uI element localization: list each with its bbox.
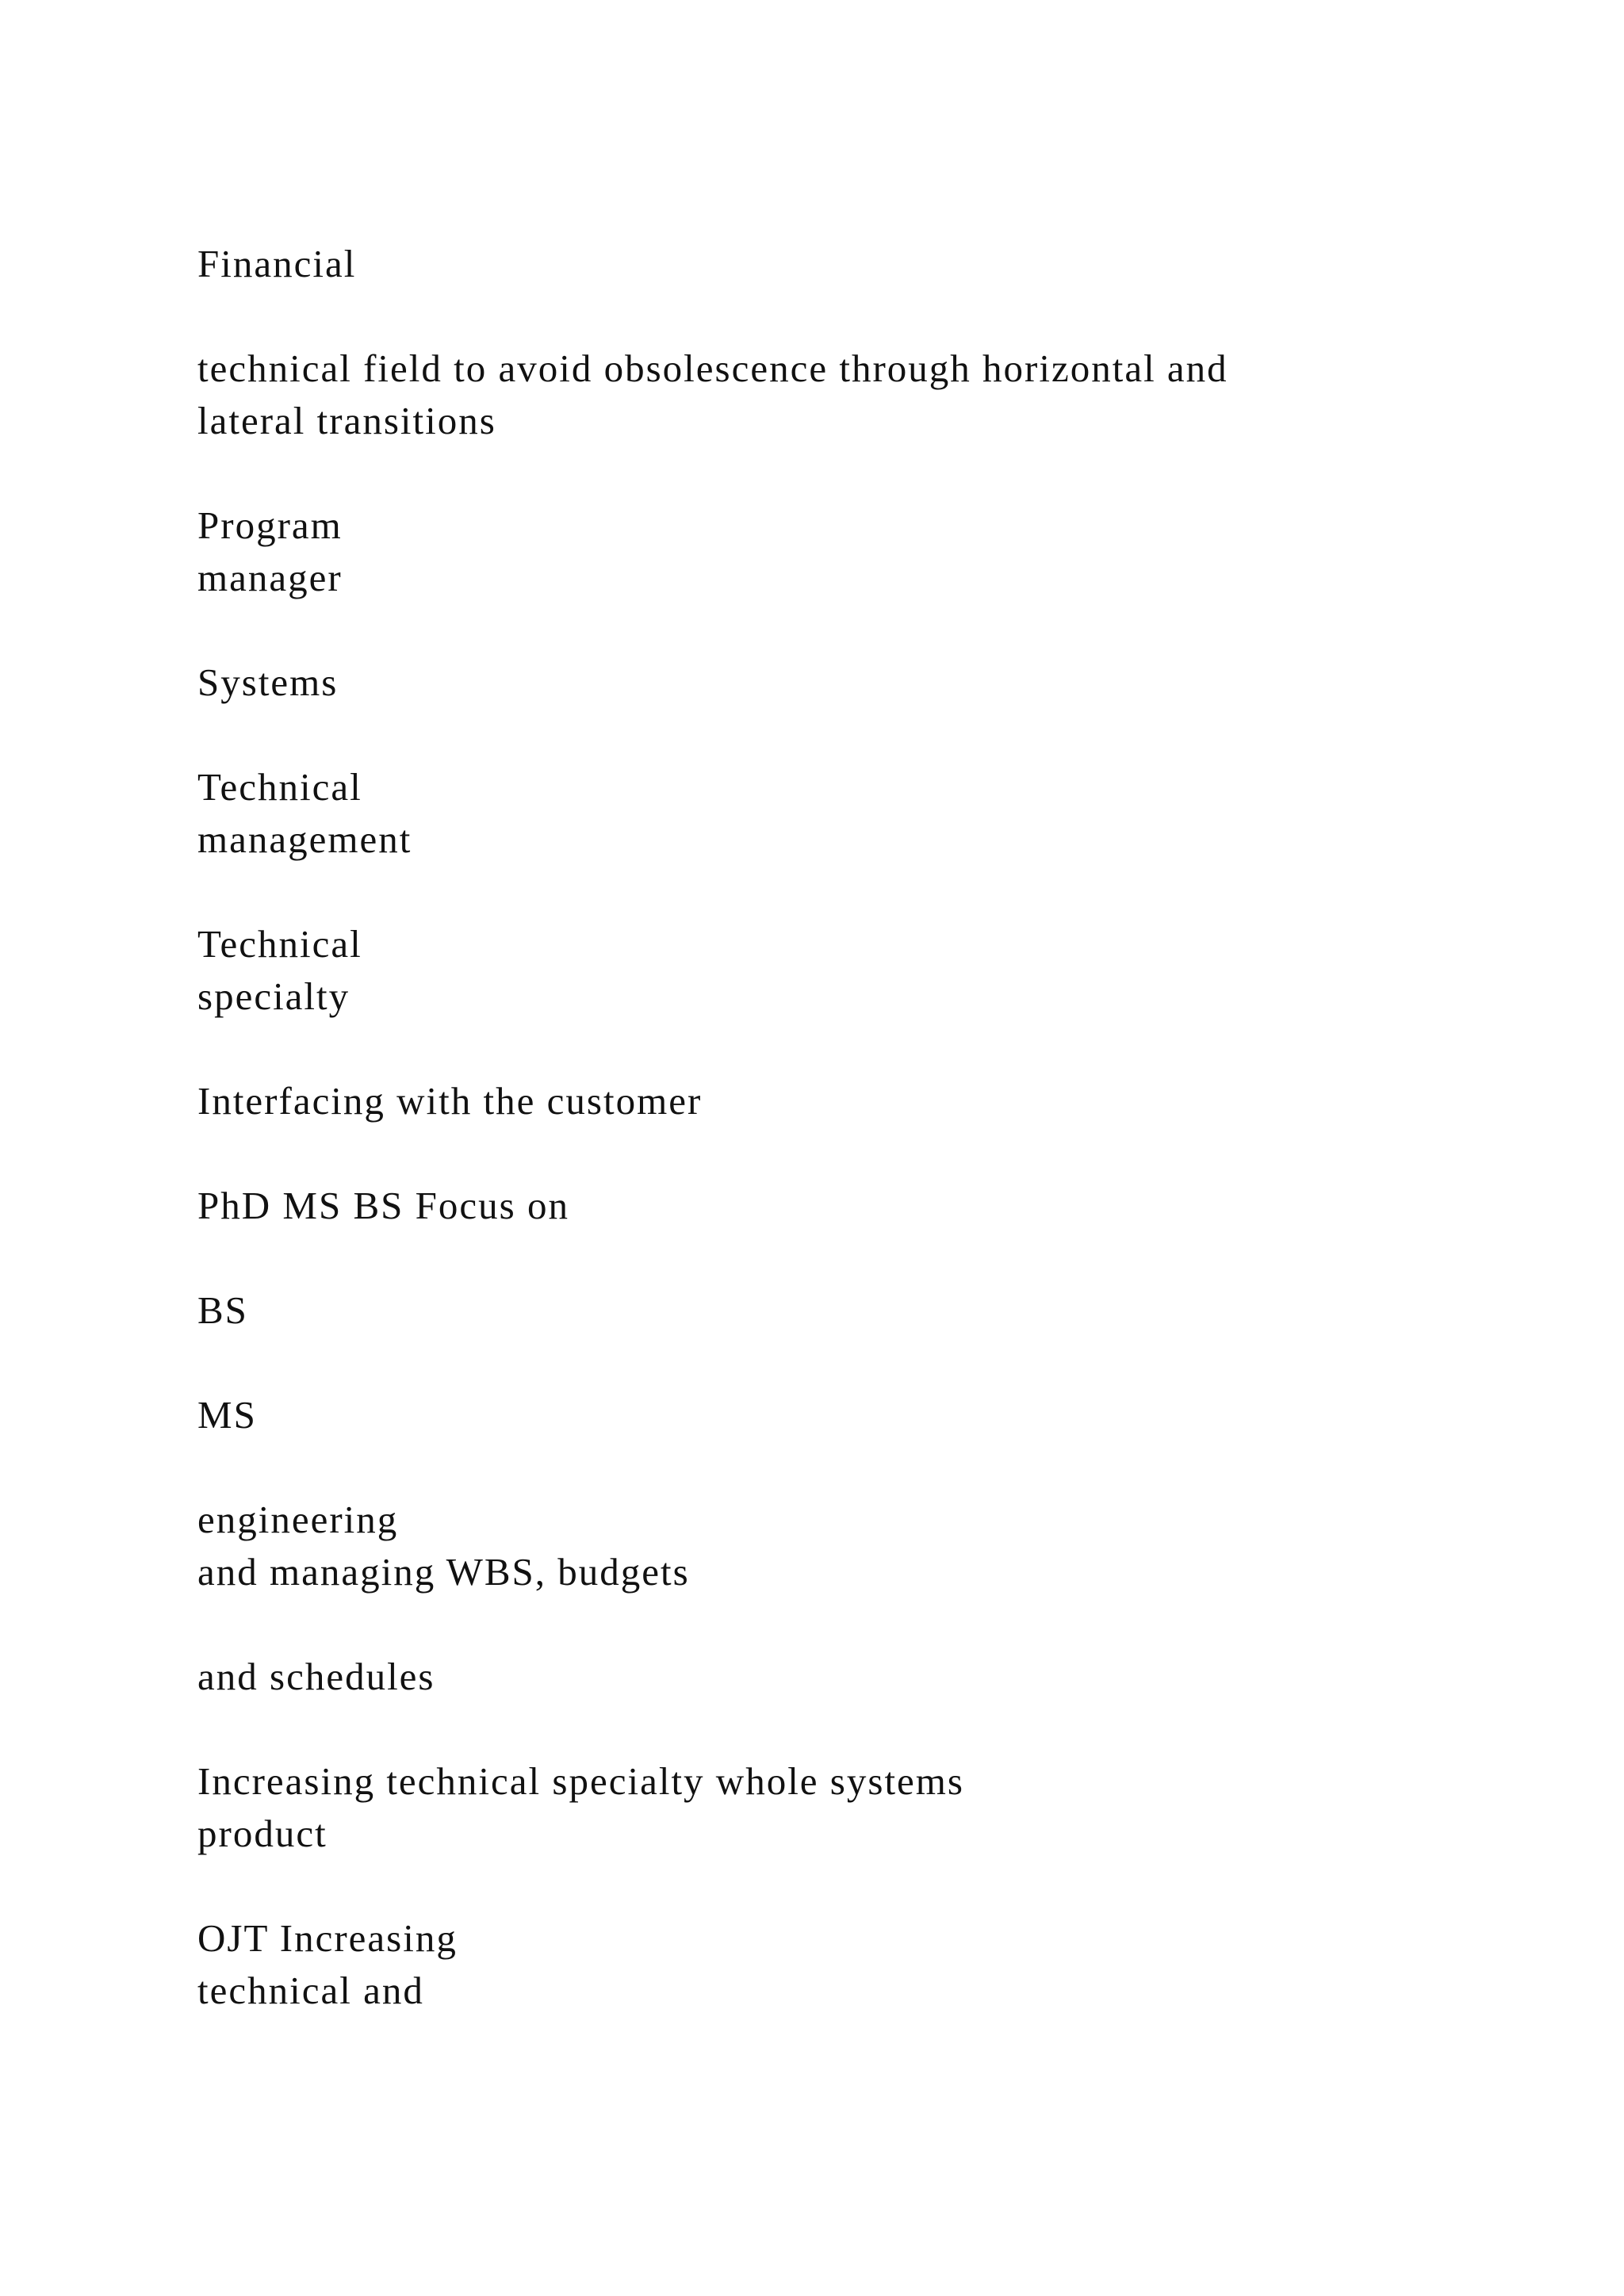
paragraph	[197, 761, 1506, 866]
paragraph	[197, 499, 1506, 604]
document-body	[197, 238, 1506, 2069]
paragraph	[197, 918, 1506, 1023]
text-line: PhD MS BS Focus on	[197, 1184, 569, 1227]
text-line: Financial	[197, 242, 357, 285]
text-line: Systems	[197, 660, 339, 704]
text-line: and managing WBS, budgets	[197, 1550, 690, 1594]
paragraph	[197, 1494, 1506, 1598]
text-line: BS	[197, 1288, 248, 1332]
text-line: manager	[197, 556, 343, 599]
text-line: technical field to avoid obsolescence through horizontal and	[197, 346, 1228, 390]
paragraph	[197, 238, 1506, 290]
text-line: product	[197, 1812, 327, 1855]
text-line: technical and	[197, 1969, 424, 2012]
text-line: engineering	[197, 1498, 399, 1541]
paragraph	[197, 1180, 1506, 1232]
text-line: Program	[197, 503, 343, 547]
text-line: management	[197, 817, 412, 861]
text-line: lateral transitions	[197, 399, 496, 442]
paragraph	[197, 342, 1506, 447]
paragraph	[197, 1651, 1506, 1703]
text-line: Technical	[197, 922, 362, 966]
paragraph	[197, 1284, 1506, 1337]
text-line: Increasing technical specialty whole systems	[197, 1759, 964, 1803]
text-line: and schedules	[197, 1655, 435, 1698]
paragraph	[197, 656, 1506, 709]
text-line: OJT Increasing	[197, 1916, 458, 1960]
paragraph	[197, 1912, 1506, 2017]
paragraph	[197, 1389, 1506, 1441]
paragraph	[197, 1075, 1506, 1127]
text-line: MS	[197, 1393, 257, 1437]
text-line: Interfacing with the customer	[197, 1079, 703, 1123]
paragraph	[197, 1755, 1506, 1860]
text-line: Technical	[197, 765, 362, 809]
text-line: specialty	[197, 974, 350, 1018]
